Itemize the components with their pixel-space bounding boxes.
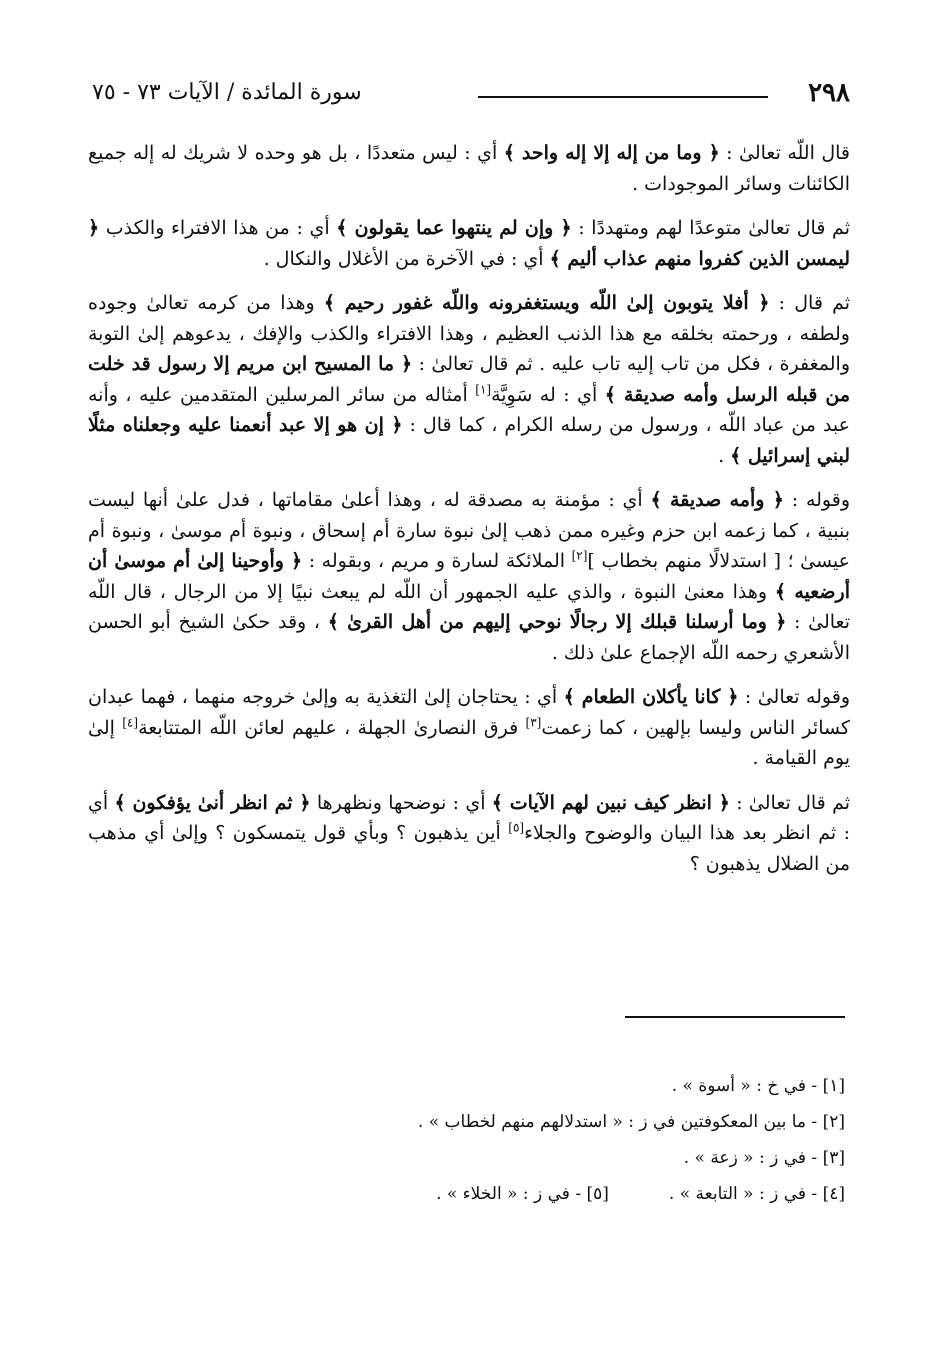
text-run: ثم قال تعالىٰ : <box>729 791 851 814</box>
quran-verse: ﴿ وما أرسلنا قبلك إلا رجالًا نوحي إليهم من أهل القرىٰ ﴾ <box>327 611 787 633</box>
text-run: ثم قال : <box>769 292 851 314</box>
text-run: فرق النصارىٰ الجهلة ، عليهم لعائن اللّه المتتابعة <box>138 716 526 739</box>
text-run: أي : في الآخرة من الأغلال والنكال . <box>263 247 550 270</box>
text-run: أي : مؤمنة به مصدقة له ، وهذا أعلىٰ مقاماتها ، فدل علىٰ أنها ليست بنبية ، كما زعمه ابن حزم وغيره ممن ذهب إلىٰ نبوة سارة أم إسحاق ، ونبوة أم موسىٰ ، ونبوة أم عيسىٰ ؛ [ استدلالًا منهم بخطاب ] <box>88 489 851 572</box>
text-run: أي : ليس متعددًا ، بل هو وحده لا شريك له إله جميع الكائنات وسائر الموجودات . <box>88 142 850 195</box>
footnote-line <box>180 1176 845 1212</box>
quran-verse: ﴿ كانا يأكلان الطعام ﴾ <box>563 686 739 708</box>
quran-verse: ﴿ إن هو إلا عبد أنعمنا عليه وجعلناه مثلًا لبني إسرائيل ﴾ <box>88 414 850 467</box>
footnote-1: [١] - في خ : « أسوة » . <box>671 1076 845 1096</box>
footnote-ref[interactable]: [٢] <box>571 548 588 563</box>
quran-verse: ﴿ وإن لم ينتهوا عما يقولون ﴾ <box>336 217 572 239</box>
paragraph-3 <box>88 288 850 471</box>
quran-verse: ﴿ أفلا يتوبون إلىٰ اللّه ويستغفرونه واللّه غفور رحيم ﴾ <box>323 292 770 314</box>
text-run: الملائكة لسارة و مريم ، وبقوله : <box>302 550 572 572</box>
quran-verse: ﴿ ما المسيح ابن مريم إلا رسول قد خلت من قبله الرسل وأمه صديقة ﴾ <box>88 353 851 406</box>
quran-verse: ﴿ وأمه صديقة ﴾ <box>650 489 784 511</box>
text-run: إلىٰ يوم القيامة . <box>88 716 850 769</box>
footnote-ref[interactable]: [١] <box>475 382 492 397</box>
page-number: ٢٩٨ <box>808 78 850 108</box>
text-run: قال اللّه تعالىٰ : <box>719 142 850 164</box>
text-run: وهذا من كرمه تعالىٰ وجوده ولطفه ، ورحمته بخلقه مع هذا الذنب العظيم ، وهذا الافتراء والكذب والإفك ، يدعوهم إلىٰ التوبة والمغفرة ، فكل من تاب إليه تاب عليه . ثم قال تعالىٰ : <box>88 292 851 375</box>
footnote-ref[interactable]: [٣] <box>525 715 542 730</box>
paragraph-2 <box>88 213 850 274</box>
footnote-divider <box>625 1016 845 1018</box>
footnote-3: [٣] - في ز : « زعة » . <box>683 1148 845 1168</box>
header-divider <box>478 96 768 98</box>
text-run: وقوله : <box>783 489 851 511</box>
text-run: . <box>718 444 731 467</box>
footnote-line <box>180 1140 845 1176</box>
footnotes <box>180 1068 845 1212</box>
text-run: أي : له سَوِيَّة <box>491 383 605 406</box>
footnote-5: [٥] - في ز : « الخلاء » . <box>436 1184 609 1204</box>
text-run: أين يذهبون ؟ وبأي قول يتمسكون ؟ وإلىٰ أي مذهب من الضلال يذهبون ؟ <box>88 822 850 875</box>
text-run: ، وقد حكىٰ الشيخ أبو الحسن الأشعري رحمه اللّه الإجماع علىٰ ذلك . <box>88 611 850 664</box>
text-run: أي : نوضحها ونظهرها <box>310 791 492 814</box>
text-run: وقوله تعالىٰ : <box>738 686 851 708</box>
text-run: أي : يحتاجان إلىٰ التغذية به وإلىٰ خروجه منهما ، فهما عبدان كسائر الناس وليسا بإلهين ، كما زعمت <box>88 686 850 739</box>
footnote-line <box>180 1104 845 1140</box>
text-run: أي : من هذا الافتراء والكذب <box>99 217 337 239</box>
footnote-ref[interactable]: [٤] <box>122 715 139 730</box>
quran-verse: ﴿ وأوحينا إلىٰ أم موسىٰ أن أرضعيه ﴾ <box>88 550 851 603</box>
text-run: أي : ثم انظر بعد هذا البيان والوضوح والجلاء <box>88 791 850 844</box>
paragraph-5 <box>88 682 850 774</box>
quran-verse: ﴿ انظر كيف نبين لهم الآيات ﴾ <box>491 791 730 814</box>
main-text <box>88 138 850 893</box>
quran-verse: ﴿ ثم انظر أنىٰ يؤفكون ﴾ <box>114 791 311 814</box>
paragraph-4 <box>88 485 850 668</box>
paragraph-6 <box>88 788 850 880</box>
footnote-line <box>180 1068 845 1104</box>
page-header <box>92 72 850 112</box>
footnote-ref[interactable]: [٥] <box>508 820 525 835</box>
quran-verse: ﴿ وما من إله إلا إله واحد ﴾ <box>503 142 720 164</box>
text-run: وهذا معنىٰ النبوة ، والذي عليه الجمهور أن اللّه لم يبعث نبيًا إلا من الرجال ، قال اللّه تعالىٰ : <box>88 580 850 633</box>
footnote-2: [٢] - ما بين المعكوفتين في ز : « استدلالهم منهم لخطاب » . <box>417 1112 845 1132</box>
text-run: أمثاله من سائر المرسلين المتقدمين عليه ، وأنه عبد من عباد اللّه ، ورسول من رسله الكرام ، كما قال : <box>88 383 850 436</box>
footnote-4: [٤] - في ز : « التابعة » . <box>668 1184 845 1204</box>
running-title: سورة المائدة / الآيات ٧٣ - ٧٥ <box>92 80 362 105</box>
quran-verse: ﴿ ليمسن الذين كفروا منهم عذاب أليم ﴾ <box>88 217 850 270</box>
paragraph-1 <box>88 138 850 199</box>
text-run: ثم قال تعالىٰ متوعدًا لهم ومتهددًا : <box>571 217 850 239</box>
